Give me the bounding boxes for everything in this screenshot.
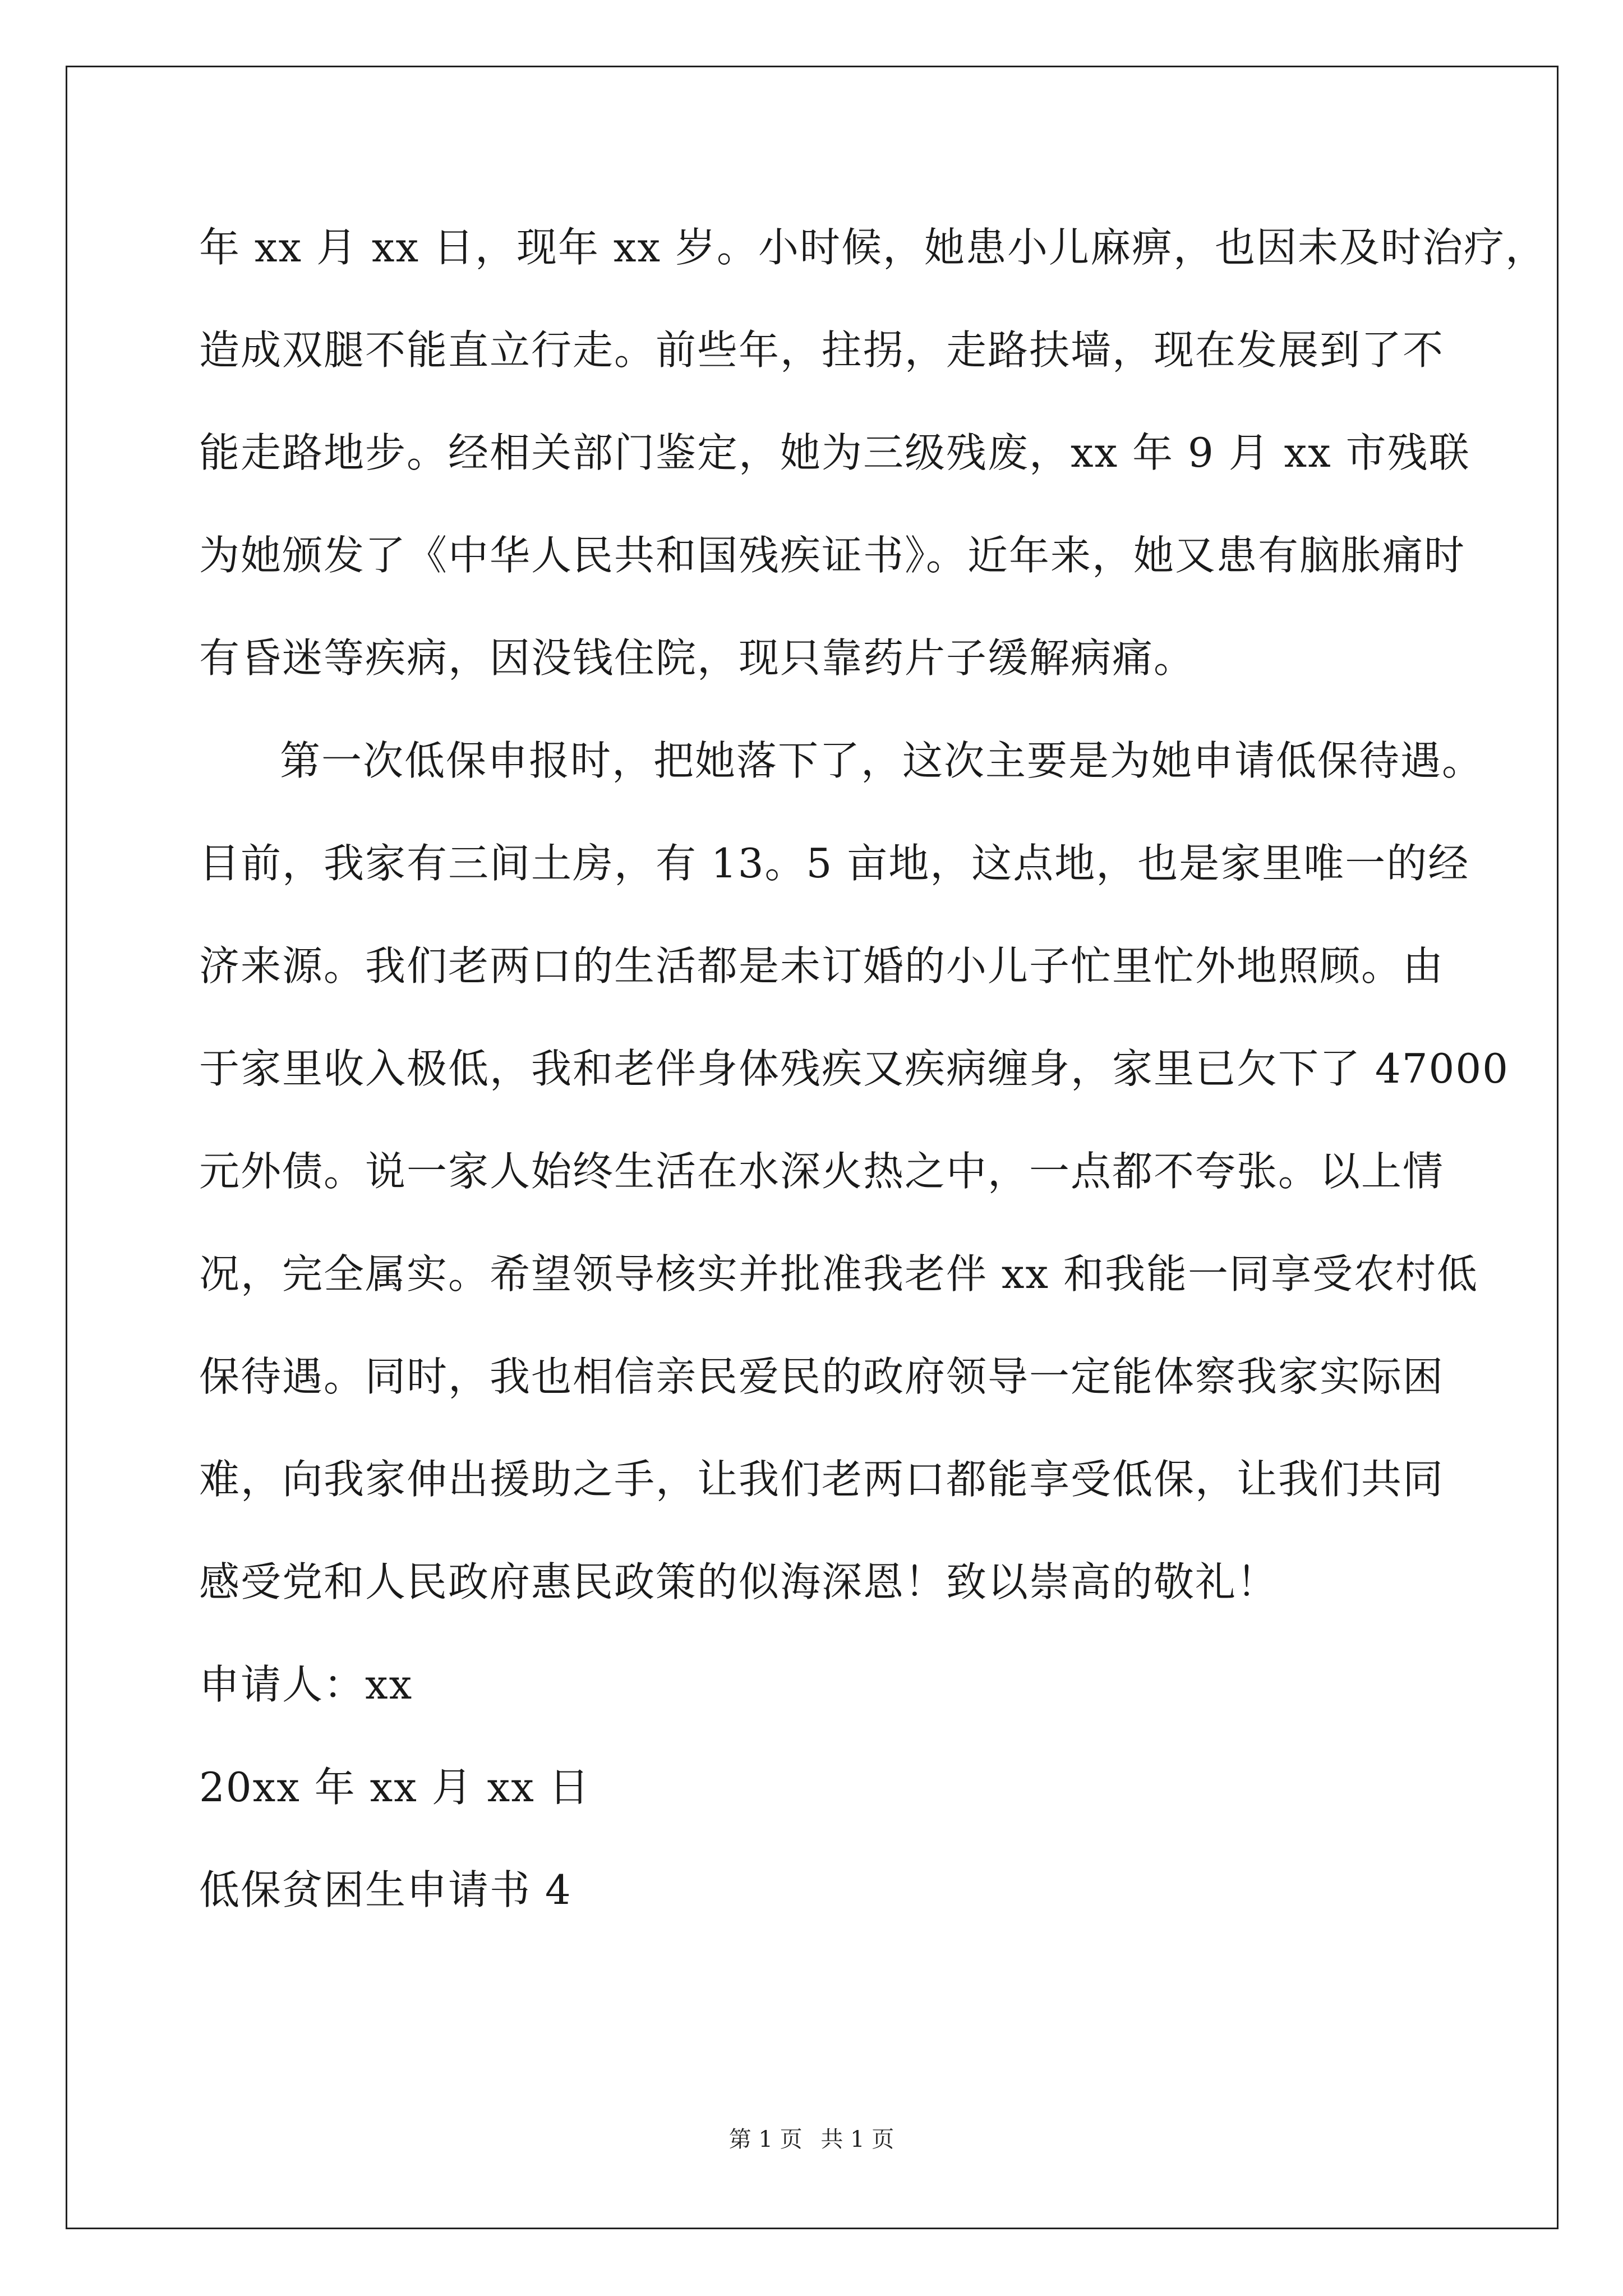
paragraph-line: 难，向我家伸出援助之手，让我们老两口都能享受低保，让我们共同 bbox=[199, 1456, 1445, 1503]
paragraph-line: 保待遇。同时，我也相信亲民爱民的政府领导一定能体察我家实际困 bbox=[199, 1353, 1445, 1400]
paragraph-line: 感受党和人民政府惠民政策的似海深恩！致以崇高的敬礼！ bbox=[199, 1558, 1279, 1605]
paragraph-line: 于家里收入极低，我和老伴身体残疾又疾病缠身，家里已欠下了 47000 bbox=[199, 1045, 1509, 1092]
paragraph-line: 能走路地步。经相关部门鉴定，她为三级残废，xx 年 9 月 xx 市残联 bbox=[199, 429, 1470, 476]
paragraph-line: 为她颁发了《中华人民共和国残疾证书》。近年来，她又患有脑胀痛时 bbox=[199, 532, 1466, 579]
page-number-current: 第 1 页 bbox=[728, 2127, 803, 2152]
date-line: 20xx 年 xx 月 xx 日 bbox=[199, 1764, 591, 1811]
paragraph-line: 有昏迷等疾病，因没钱住院，现只靠药片子缓解病痛。 bbox=[199, 634, 1196, 682]
paragraph-line: 况，完全属实。希望领导核实并批准我老伴 xx 和我能一同享受农村低 bbox=[199, 1250, 1478, 1297]
applicant-line: 申请人：xx bbox=[199, 1661, 413, 1708]
paragraph-line: 年 xx 月 xx 日，现年 xx 岁。小时候，她患小儿麻痹，也因未及时治疗， bbox=[199, 224, 1547, 271]
section-title: 低保贫困生申请书 4 bbox=[199, 1866, 572, 1913]
page-footer bbox=[0, 2125, 1623, 2154]
paragraph-line: 元外债。说一家人始终生活在水深火热之中，一点都不夸张。以上情 bbox=[199, 1148, 1445, 1195]
paragraph-line: 济来源。我们老两口的生活都是未订婚的小儿子忙里忙外地照顾。由 bbox=[199, 942, 1445, 990]
paragraph-line: 目前，我家有三间土房，有 13。5 亩地，这点地，也是家里唯一的经 bbox=[199, 840, 1470, 887]
page-number-total: 共 1 页 bbox=[820, 2127, 895, 2152]
paragraph-line: 造成双腿不能直立行走。前些年，拄拐，走路扶墙，现在发展到了不 bbox=[199, 326, 1445, 374]
paragraph-line: 第一次低保申报时，把她落下了，这次主要是为她申请低保待遇。 bbox=[280, 737, 1484, 784]
